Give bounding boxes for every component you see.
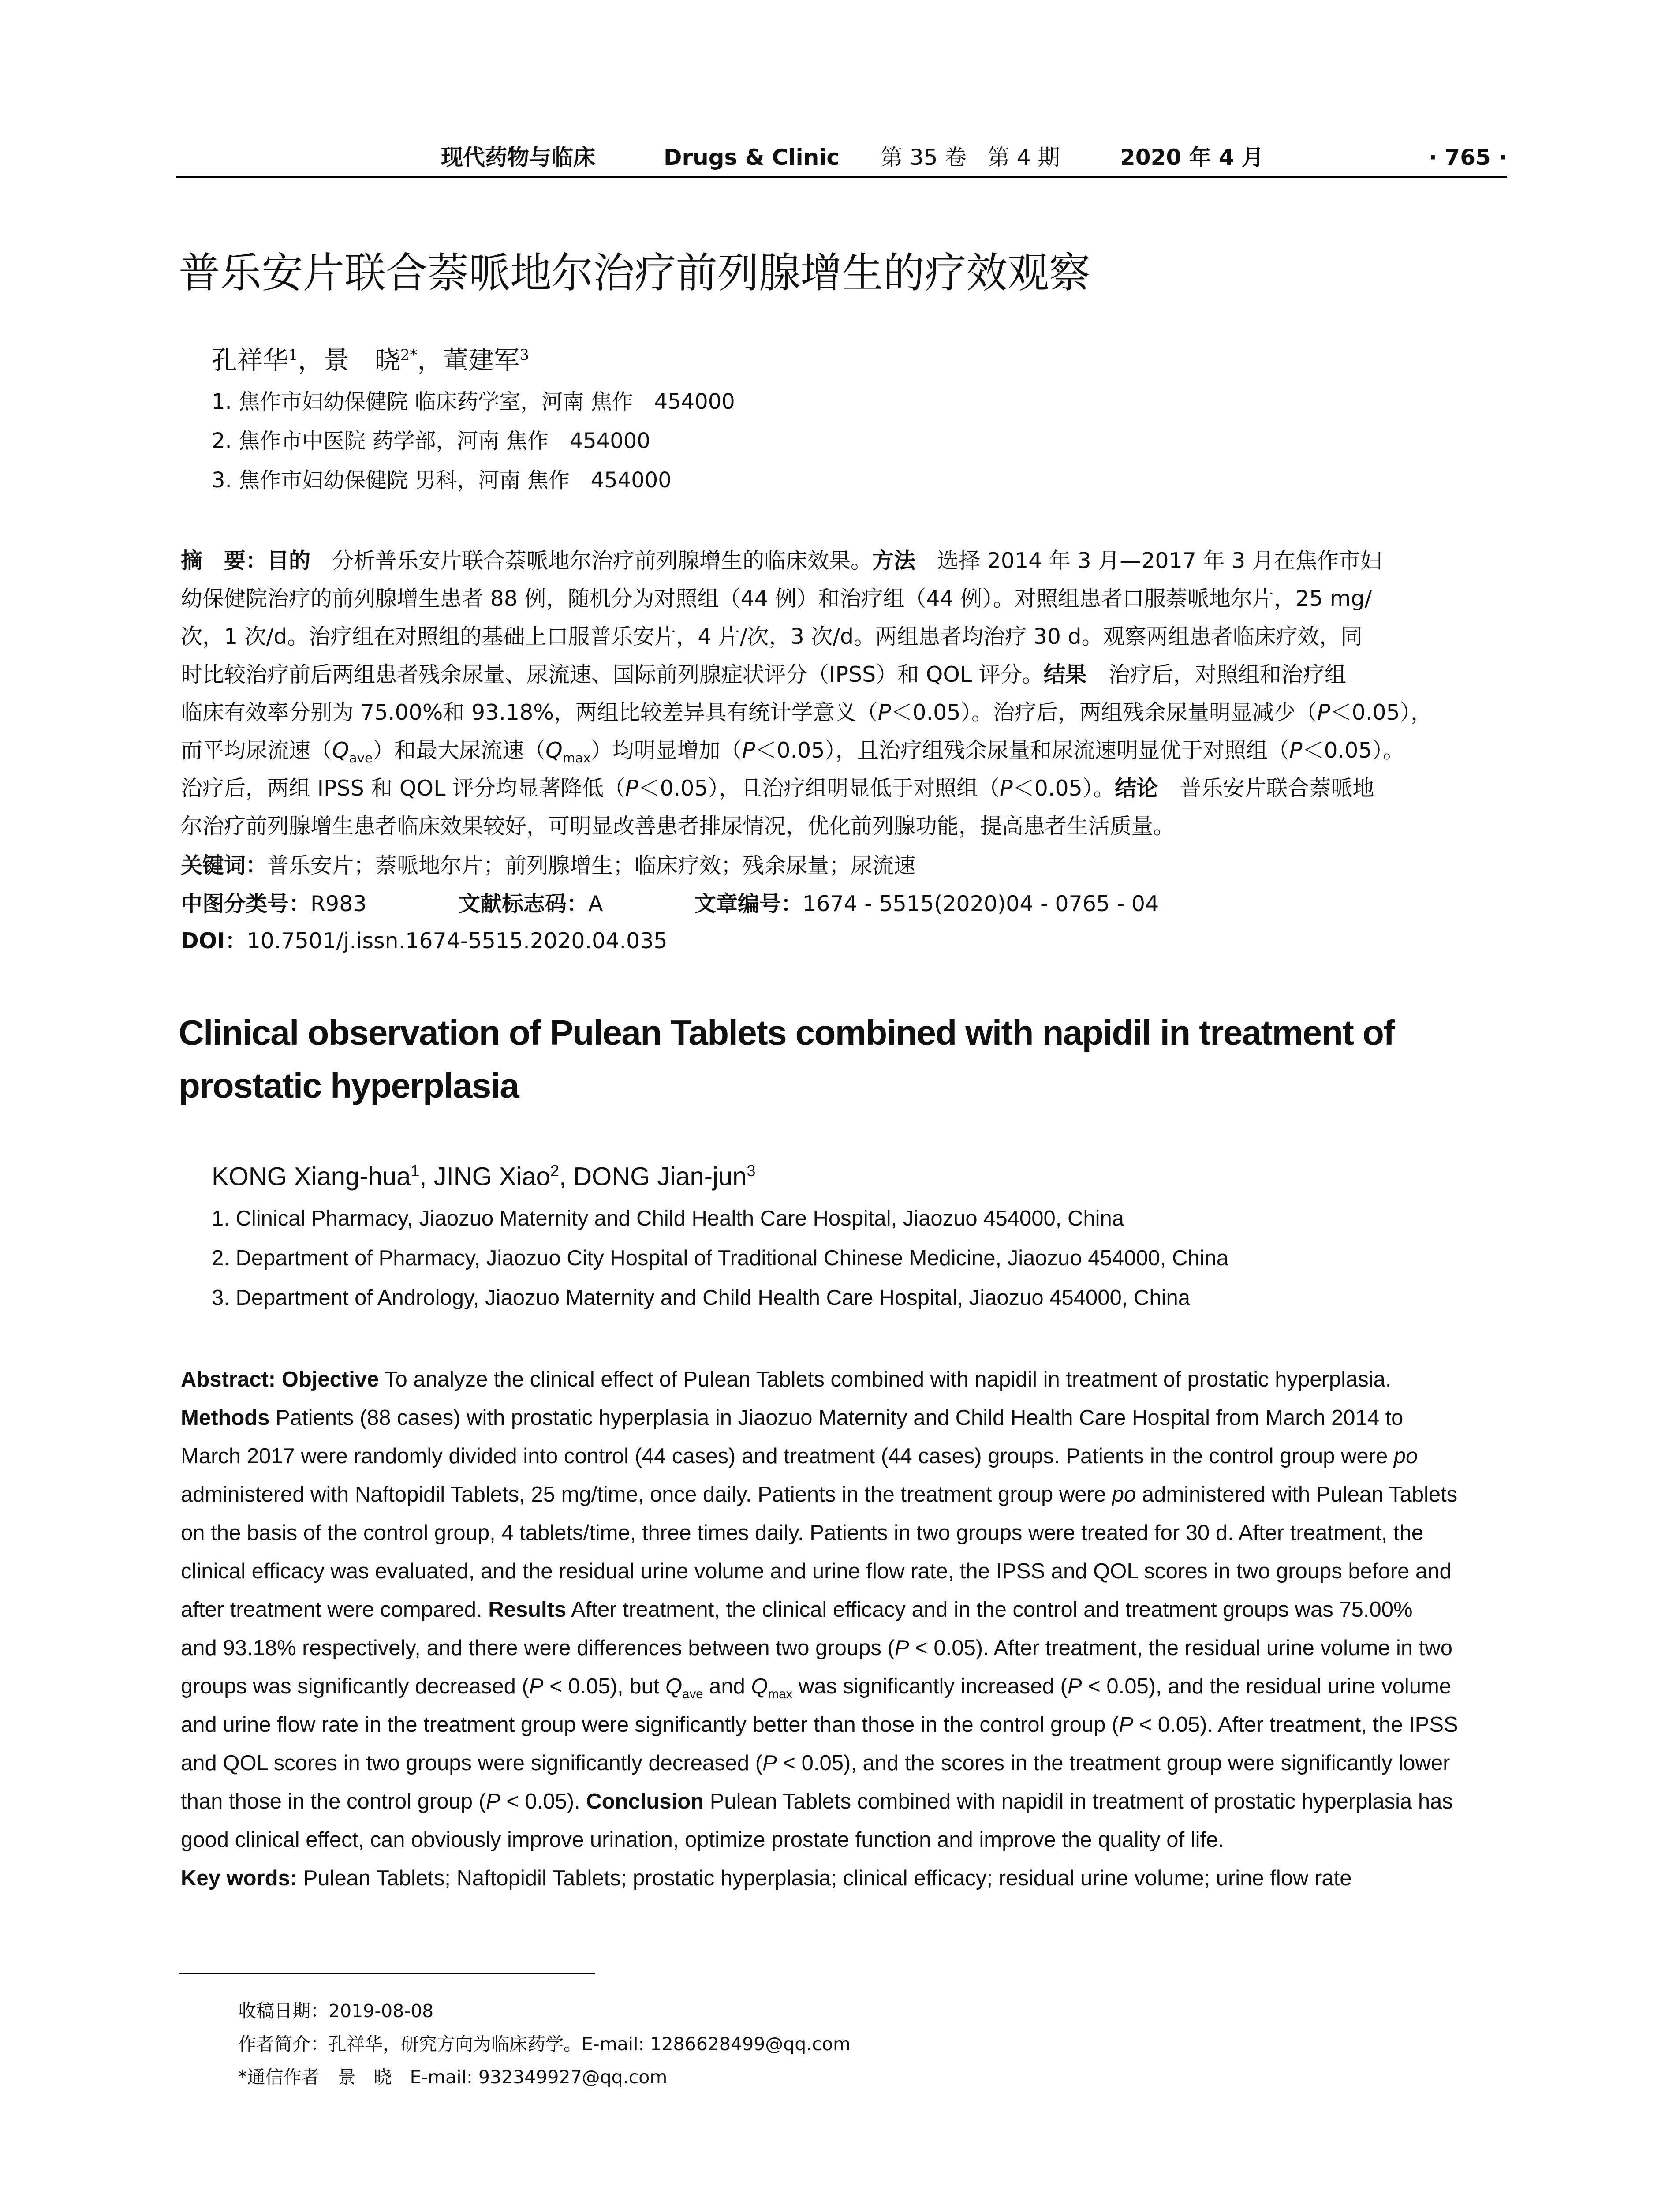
methods-label: Methods [181, 1406, 270, 1430]
abstract-en-line: Abstract: Objective To analyze the clinical effect of Pulean Tablets combined with napidil in treatment of prostatic hyperplasia. [181, 1368, 1392, 1391]
abstract-en-line: on the basis of the control group, 4 tablets/time, three times daily. Patients in two groups were treated for 30 d. After treatment, the [181, 1521, 1424, 1545]
author-affiliation-mark: 3 [519, 346, 529, 364]
results-label: Results [488, 1598, 567, 1622]
abstract-en-line: March 2017 were randomly divided into control (44 cases) and treatment (44 cases) groups. Patients in the control group were po [181, 1444, 1418, 1468]
footnote-author-bio: 作者简介：孔祥华，研究方向为临床药学。E-mail: 1286628499@qq.com [238, 2033, 851, 2055]
abstract-cn-line: 尔治疗前列腺增生患者临床效果较好，可明显改善患者排尿情况，优化前列腺功能，提高患者生活质量。 [181, 814, 1175, 839]
footnote-received: 收稿日期：2019-08-08 [238, 2000, 434, 2022]
author-affiliation-mark: 1 [288, 346, 298, 364]
page-number: · 765 · [1429, 145, 1507, 170]
abstract-label: 摘 要： [181, 548, 268, 573]
abstract-cn-line: 次，1 次/d。治疗组在对照组的基础上口服普乐安片，4 片/次，3 次/d。两组患者均治疗 30 d。观察两组患者临床疗效，同 [181, 624, 1363, 649]
abstract-en-line: administered with Naftopidil Tablets, 25 mg/time, once daily. Patients in the treatment group were po administered with Pulean Tablets [181, 1483, 1458, 1506]
objective-label: Objective [281, 1368, 379, 1391]
abstract-cn-line: 时比较治疗前后两组患者残余尿量、尿流速、国际前列腺症状评分（IPSS）和 QOL 评分。结果 治疗后，对照组和治疗组 [181, 662, 1346, 687]
issue-date: 2020 年 4 月 [1120, 145, 1264, 170]
abstract-cn-line: 治疗后，两组 IPSS 和 QOL 评分均显著降低（P＜0.05），且治疗组明显低于对照组（P＜0.05）。结论 普乐安片联合萘哌地 [181, 776, 1374, 801]
abstract-cn-line: 而平均尿流速$(Q_{ave})$和最大尿流速$(Q_{max})$均明显增加（P＜0.05），且治疗组残余尿量和尿流速明显优于对照组（P＜0.05）。 [181, 738, 1405, 766]
running-header [176, 142, 1507, 173]
affiliation-cn-2: 2. 焦作市中医院 药学部，河南 焦作 454000 [212, 429, 650, 453]
footnote-rule [179, 1973, 595, 1974]
author-name: 董建军 [443, 345, 520, 375]
objective-label: 目的 [267, 548, 311, 573]
author-name: KONG Xiang-hua [212, 1162, 411, 1191]
abstract-label: Abstract: [181, 1368, 276, 1391]
doi-line: DOI：10.7501/j.issn.1674-5515.2020.04.035 [181, 928, 668, 953]
abstract-en-line: and urine flow rate in the treatment group were significantly better than those in the control group (P < 0.05). After treatment, the IPSS [181, 1713, 1458, 1737]
document-code: A [588, 891, 603, 916]
author-affiliation-mark: 2* [400, 346, 418, 364]
abstract-cn-line: 摘 要：目的 分析普乐安片联合萘哌地尔治疗前列腺增生的临床效果。方法 选择 2014 年 3 月—2017 年 3 月在焦作市妇 [181, 548, 1382, 573]
abstract-en-line: groups was significantly decreased (P < 0.05), but $Q_{ave}$ and $Q_{max}$ was significantly increased (P < 0.05), and the residual urine volume [181, 1674, 1452, 1701]
abstract-en-line: clinical efficacy was evaluated, and the residual urine volume and urine flow rate, the IPSS and QOL scores in two groups before and [181, 1559, 1452, 1583]
abstract-en-line: good clinical effect, can obviously improve urination, optimize prostate function and improve the quality of life. [181, 1828, 1224, 1852]
keywords-en: Key words: Pulean Tablets; Naftopidil Tablets; prostatic hyperplasia; clinical efficacy; residual urine volume; urine flow rate [181, 1866, 1352, 1890]
issue: 第 4 期 [988, 145, 1060, 170]
author-affiliation-mark: 2 [550, 1162, 559, 1180]
keywords-cn: 关键词：普乐安片；萘哌地尔片；前列腺增生；临床疗效；残余尿量；尿流速 [181, 853, 916, 878]
affiliation-cn-1: 1. 焦作市妇幼保健院 临床药学室，河南 焦作 454000 [212, 389, 735, 414]
abstract-en-line: after treatment were compared. Results After treatment, the clinical efficacy and in the control and treatment groups was 75.00% [181, 1598, 1413, 1622]
keywords-label: 关键词： [181, 853, 268, 878]
header-rule [176, 176, 1507, 178]
classification-line: 中图分类号：R983 文献标志码：A 文章编号：1674 - 5515(2020)04 - 0765 - 04 [181, 891, 1159, 916]
author-list-cn: 孔祥华$^1$，景 晓$^{2*}$，董建军$^3$ [212, 345, 529, 375]
affiliation-cn-3: 3. 焦作市妇幼保健院 男科，河南 焦作 454000 [212, 468, 672, 493]
author-list-en: KONG Xiang-hua$^1$, JING Xiao$^2$, DONG Jian-jun$^3$ [212, 1162, 756, 1191]
author-name: 景 晓 [323, 345, 400, 375]
author-name: DONG Jian-jun [573, 1162, 747, 1191]
author-affiliation-mark: 1 [411, 1162, 420, 1180]
abstract-en-line: Methods Patients (88 cases) with prostatic hyperplasia in Jiaozuo Maternity and Child Health Care Hospital from March 2014 to [181, 1406, 1404, 1430]
methods-label: 方法 [872, 548, 916, 573]
abstract-en-line: than those in the control group (P < 0.05). Conclusion Pulean Tablets combined with napidil in treatment of prostatic hyperplasia has [181, 1790, 1453, 1813]
author-affiliation-mark: 3 [747, 1162, 756, 1180]
author-name: 孔祥华 [212, 345, 289, 375]
affiliation-en-3: 3. Department of Andrology, Jiaozuo Maternity and Child Health Care Hospital, Jiaozuo 454000, China [212, 1286, 1190, 1310]
doi: 10.7501/j.issn.1674-5515.2020.04.035 [246, 928, 668, 953]
conclusion-label: 结论 [1115, 776, 1158, 801]
abstract-en-line: and 93.18% respectively, and there were differences between two groups (P < 0.05). After treatment, the residual urine volume in two [181, 1636, 1453, 1660]
author-name: JING Xiao [433, 1162, 550, 1191]
conclusion-label: Conclusion [586, 1790, 704, 1813]
article-title-cn: 普乐安片联合萘哌地尔治疗前列腺增生的疗效观察 [179, 249, 1091, 297]
article-title-en: Clinical observation of Pulean Tablets combined with napidil in treatment of prostatic hyperplasia [179, 1013, 1395, 1105]
abstract-cn-line: 临床有效率分别为 75.00%和 93.18%，两组比较差异具有统计学意义（P＜0.05）。治疗后，两组残余尿量明显减少（P＜0.05）， [181, 700, 1433, 725]
affiliation-en-1: 1. Clinical Pharmacy, Jiaozuo Maternity and Child Health Care Hospital, Jiaozuo 454000, China [212, 1207, 1124, 1230]
abstract-cn-line: 幼保健院治疗的前列腺增生患者 88 例，随机分为对照组（44 例）和治疗组（44 例）。对照组患者口服萘哌地尔片，25 mg/ [181, 586, 1372, 611]
results-label: 结果 [1043, 662, 1087, 687]
journal-name-cn: 现代药物与临床 [441, 145, 595, 170]
volume: 第 35 卷 [881, 145, 967, 170]
journal-name-en: Drugs & Clinic [664, 145, 840, 170]
abstract-en-line: and QOL scores in two groups were significantly decreased (P < 0.05), and the scores in the treatment group were significantly lower [181, 1751, 1450, 1775]
affiliation-en-2: 2. Department of Pharmacy, Jiaozuo City Hospital of Traditional Chinese Medicine, Jiaozuo 454000, China [212, 1246, 1229, 1270]
clc-code: R983 [310, 891, 367, 916]
footnote-corresponding: *通信作者 景 晓 E-mail: 932349927@qq.com [238, 2067, 668, 2088]
article-number: 1674 - 5515(2020)04 - 0765 - 04 [803, 891, 1159, 916]
keywords-label: Key words: [181, 1866, 298, 1890]
